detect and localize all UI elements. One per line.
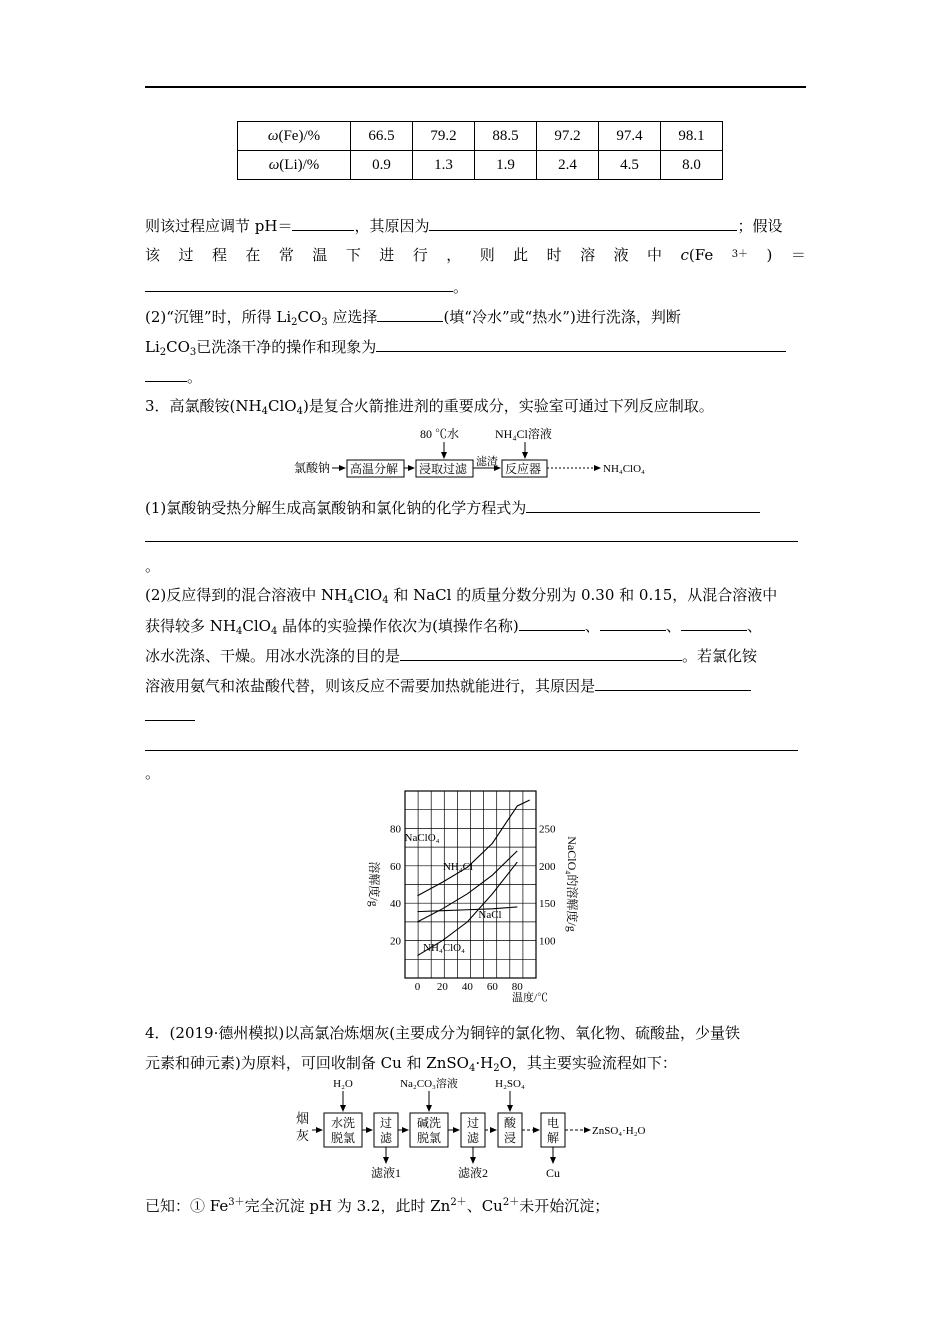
series-line-0 <box>417 800 529 896</box>
table-cell: 66.5 <box>351 122 413 151</box>
answer-blank[interactable] <box>600 615 666 631</box>
spread-char: 则 <box>479 246 495 264</box>
spread-char: 溶 <box>580 246 596 264</box>
x-tick-label: 20 <box>436 981 448 993</box>
flow-output-label: 滤液2 <box>457 1166 489 1180</box>
header-rule <box>145 86 806 88</box>
answer-blank[interactable] <box>145 735 798 751</box>
q2-2-line3: 。 <box>145 366 202 387</box>
x-tick-label: 0 <box>414 981 421 993</box>
table-cell: 98.1 <box>661 122 723 151</box>
q3-1-line2 <box>145 526 798 547</box>
answer-blank[interactable] <box>145 276 453 292</box>
svg-text:浸取过滤: 浸取过滤 <box>419 462 468 476</box>
answer-blank[interactable] <box>292 215 354 231</box>
spread-char: 液 <box>613 246 629 264</box>
y2-tick-label: 200 <box>539 860 556 873</box>
spread-char: 进 <box>379 246 395 264</box>
y-tick-label: 80 <box>390 823 401 836</box>
flow-box-label: 水洗 <box>330 1116 356 1130</box>
q4-line1: 4．(2019·德州模拟)以高氯冶炼烟灰(主要成分为铜锌的氯化物、氧化物、硫酸盐，少量铁 <box>145 1024 741 1042</box>
equals-sign: ＝ <box>790 246 806 264</box>
flow-box-label: 解 <box>546 1131 560 1145</box>
q3-1-line1: (1)氯酸钠受热分解生成高氯酸钠和氯化钠的化学方程式为 <box>145 497 760 518</box>
flow-diagram-2 <box>290 1075 670 1183</box>
flow-box-label: 浸 <box>503 1131 517 1145</box>
spread-char: 温 <box>312 246 328 264</box>
spread-char: 此 <box>513 246 529 264</box>
q3-2-line1: (2)反应得到的混合溶液中 $NH_4ClO_4$ 和 NaCl 的质量分数分别为 0.30 和 0.15，从混合溶液中 <box>145 586 778 606</box>
x-tick-label: 80 <box>511 981 523 993</box>
table-cell: 97.2 <box>537 122 599 151</box>
table-cell: 88.5 <box>475 122 537 151</box>
x-tick-label: 60 <box>486 981 498 993</box>
answer-blank[interactable] <box>519 615 585 631</box>
q2-2-line1: (2)“沉锂”时，所得 $Li_2CO_3$ 应选择 (填“冷水”或“热水”)进行洗涤，判断 <box>145 308 681 328</box>
series-line-2 <box>417 907 517 912</box>
q3-title: 3．高氯酸铵$(NH_4ClO_4)$是复合火箭推进剂的重要成分，实验室可通过下列反应制取。 <box>145 397 714 417</box>
q3-1-line3: 。 <box>145 557 161 575</box>
y-axis-label: 溶解度/g <box>367 861 381 907</box>
table-cell: 1.9 <box>475 151 537 180</box>
y-tick-label: 60 <box>390 860 401 873</box>
flow-residue-label: 滤渣 <box>476 456 498 468</box>
known-line: 已知：① $Fe^{3+}$完全沉淀 pH 为 3.2，此时 $Zn^{2+}$、$Cu^{2+}$未开始沉淀； <box>145 1197 610 1215</box>
spread-char: 常 <box>278 246 294 264</box>
spread-char: 时 <box>546 246 562 264</box>
y2-tick-label: 100 <box>539 935 556 948</box>
flow-box-label: 脱氯 <box>330 1131 356 1145</box>
y-tick-label: 20 <box>390 935 401 948</box>
x-axis-label: 温度/℃ <box>511 992 549 1004</box>
flow-box-label: 碱洗 <box>416 1116 442 1130</box>
spread-char: 行 <box>412 246 428 264</box>
flow-start: 氯酸钠 <box>294 461 331 475</box>
table-cell: 2.4 <box>537 151 599 180</box>
table-cell: 0.9 <box>351 151 413 180</box>
q2-2-line2: $Li_2CO_3$已洗涤干净的操作和现象为 <box>145 336 786 363</box>
svg-text:高温分解: 高温分解 <box>350 462 399 476</box>
fe-concentration: c(Fe <box>680 246 714 264</box>
flow-input-label: H₂SO₄ <box>495 1078 525 1090</box>
y2-tick-label: 150 <box>539 898 556 911</box>
flow-box-label: 电 <box>546 1116 560 1130</box>
answer-blank[interactable] <box>526 497 760 513</box>
flow-box-label: 过 <box>466 1116 480 1130</box>
raw-material-label: 灰 <box>296 1128 310 1143</box>
q4-line2: 元素和砷元素)为原料，可回收制备 Cu 和 $ZnSO_4\cdot H_2O$，其主要实验流程如下： <box>145 1054 677 1074</box>
series-label: NaCl <box>478 909 502 921</box>
solubility-chart <box>360 785 600 1005</box>
flow-end: NH₄ClO₄ <box>603 463 645 475</box>
paren-close: ) <box>766 246 773 264</box>
x-tick-label: 40 <box>461 981 473 993</box>
flow-input-label: H₂O <box>333 1078 353 1090</box>
raw-material-label: 烟 <box>296 1111 310 1126</box>
q3-2-line4: 溶液用氨气和浓盐酸代替，则该反应不需要加热就能进行，其原因是 <box>145 675 751 696</box>
series-label: NaClO₄ <box>404 832 440 844</box>
flow-box-label: 脱氯 <box>416 1131 442 1145</box>
answer-blank[interactable] <box>595 675 751 691</box>
answer-blank[interactable] <box>376 336 786 352</box>
spread-char: ， <box>446 246 462 264</box>
q3-2-line7: 。 <box>145 764 161 782</box>
spread-char: 下 <box>345 246 361 264</box>
q3-2-line2: 获得较多 $NH_4ClO_4$ 晶体的实验操作依次为(填操作名称) 、 、 、 <box>145 617 762 637</box>
fe-li-table <box>237 121 723 180</box>
q2-line2 <box>145 245 806 265</box>
spread-char: 该 <box>145 246 161 264</box>
row-label: ω(Fe)/% <box>238 122 351 151</box>
flow-output-label: Cu <box>545 1166 561 1180</box>
flow-input-label: Na₂CO₃溶液 <box>400 1078 458 1090</box>
flow-diagram-1 <box>290 425 670 483</box>
answer-blank[interactable] <box>429 215 737 231</box>
q3-2-line3: 冰水洗涤、干燥。用冰水洗涤的目的是 。若氯化铵 <box>145 647 758 665</box>
flow-box-label: 酸 <box>503 1116 517 1130</box>
spread-char: 中 <box>647 246 663 264</box>
row-label: ω(Li)/% <box>238 151 351 180</box>
answer-blank[interactable] <box>145 366 187 382</box>
q3-2-line6 <box>145 735 798 756</box>
flow-output-label: 滤液1 <box>370 1166 402 1180</box>
answer-blank[interactable] <box>145 526 798 542</box>
y2-axis-label: NaClO₄的溶解度/g <box>565 836 579 932</box>
answer-blank[interactable] <box>145 705 195 721</box>
table-cell: 1.3 <box>413 151 475 180</box>
answer-blank[interactable] <box>681 615 747 631</box>
spread-char: 程 <box>211 246 227 264</box>
q2-line3: 。 <box>145 276 468 297</box>
flow-box-label: 过 <box>379 1116 393 1130</box>
table-cell: 97.4 <box>599 122 661 151</box>
svg-text:反应器: 反应器 <box>505 462 542 476</box>
flow-product: ZnSO₄·H₂O <box>592 1125 646 1137</box>
answer-blank[interactable] <box>400 645 682 661</box>
fe-charge: 3＋ <box>731 249 749 260</box>
table-row <box>238 122 723 151</box>
table-cell: 79.2 <box>413 122 475 151</box>
flow-input-nh4cl: NH₄Cl溶液 <box>495 427 552 441</box>
flow-box-label: 滤 <box>379 1131 393 1145</box>
q3-2-line5 <box>145 705 195 726</box>
q2-line1: 则该过程应调节 pH＝ ，其原因为 ；假设 <box>145 217 783 235</box>
spread-char: 过 <box>178 246 194 264</box>
y-tick-label: 40 <box>390 898 401 911</box>
series-label: NH₄ClO₄ <box>423 942 465 954</box>
table-cell: 4.5 <box>599 151 661 180</box>
series-label: NH₄Cl <box>442 861 474 873</box>
table-cell: 8.0 <box>661 151 723 180</box>
spread-char: 在 <box>245 246 261 264</box>
flow-input-water: 80 ℃水 <box>420 427 460 441</box>
table-row <box>238 151 723 180</box>
y2-tick-label: 250 <box>539 823 556 836</box>
flow-box-label: 滤 <box>466 1131 480 1145</box>
answer-blank[interactable] <box>377 306 443 322</box>
